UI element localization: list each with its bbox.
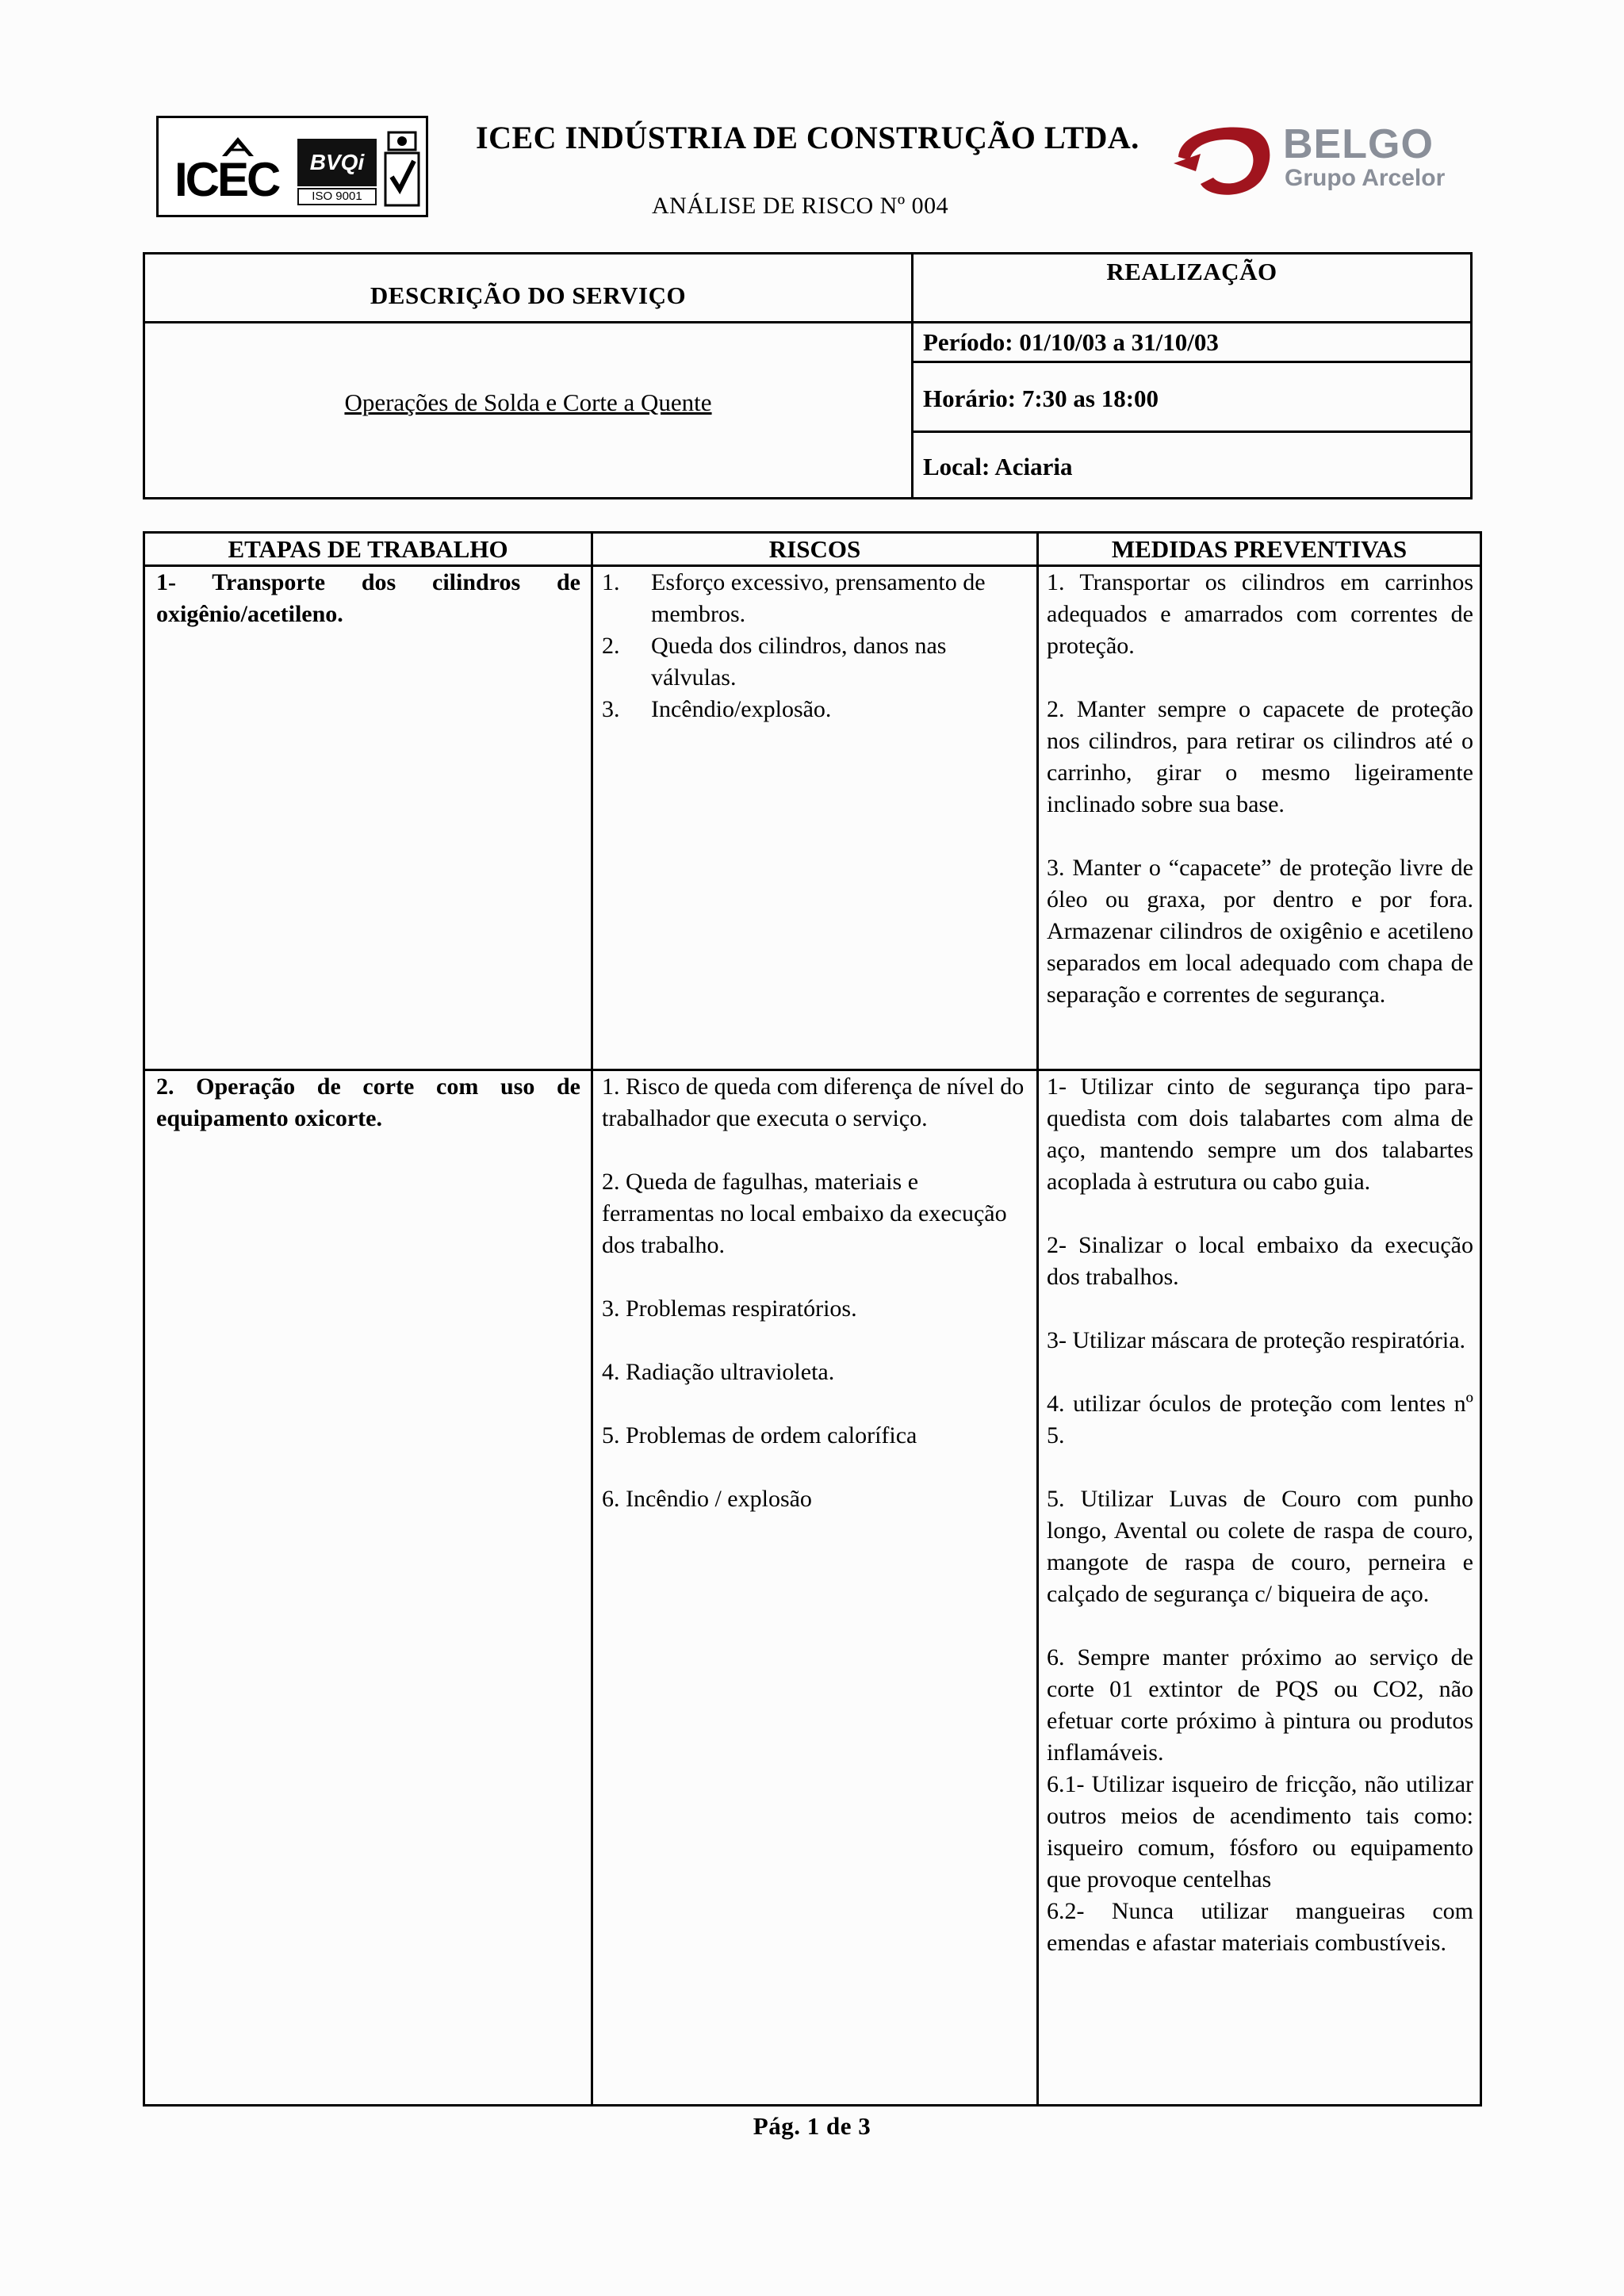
measure-item: 6.2- Nunca utilizar mangueiras com emendas e afastar materiais combustíveis. bbox=[1047, 1898, 1473, 1956]
paragraph-gap bbox=[602, 1325, 1026, 1357]
measure-item: 3- Utilizar máscara de proteção respiratória. bbox=[1047, 1327, 1466, 1353]
measure-item: 6. Sempre manter próximo ao serviço de corte 01 extintor de PQS ou CO2, não efetuar corte próximo à pintura ou produtos inflamáveis. bbox=[1047, 1644, 1473, 1766]
table-row-2-step: 2. Operação de corte com uso de equipamento oxicorte. bbox=[156, 1073, 580, 1131]
paragraph-gap bbox=[1047, 1610, 1473, 1642]
belgo-swoosh-icon bbox=[1172, 122, 1275, 198]
risk-item: 6. Incêndio / explosão bbox=[602, 1486, 812, 1512]
column-header-steps: ETAPAS DE TRABALHO bbox=[228, 535, 508, 563]
belgo-logo bbox=[1172, 117, 1457, 200]
service-description-header: DESCRIÇÃO DO SERVIÇO bbox=[370, 281, 687, 309]
certification-check-icon bbox=[382, 129, 422, 209]
measure-item: 3. Manter o “capacete” de proteção livre de óleo ou graxa, por dentro e por fora. Armazenar cilindros de oxigênio e acetileno separados em local adequado com chapa de separação e correntes de segurança. bbox=[1047, 855, 1473, 1008]
certification-logo-box bbox=[156, 116, 428, 217]
table-row-2-measures bbox=[1047, 1071, 1473, 1959]
risk-item: 4. Radiação ultravioleta. bbox=[602, 1359, 835, 1385]
document-subtitle: ANÁLISE DE RISCO Nº 004 bbox=[652, 193, 949, 219]
list-text: Esforço excessivo, prensamento de membros. bbox=[651, 569, 986, 627]
schedule-field: Horário: 7:30 as 18:00 bbox=[923, 385, 1159, 412]
measure-item: 6.1- Utilizar isqueiro de fricção, não utilizar outros meios de acendimento tais como: isqueiro comum, fósforo ou equipamento que provoque centelhas bbox=[1047, 1771, 1473, 1892]
paragraph-gap bbox=[1047, 1357, 1473, 1388]
list-item bbox=[602, 694, 1026, 725]
measure-item: 2. Manter sempre o capacete de proteção nos cilindros, para retirar os cilindros até o carrinho, girar o mesmo ligeiramente inclinado sobre sua base. bbox=[1047, 696, 1473, 817]
table-row-2-risks bbox=[602, 1071, 1026, 1515]
column-divider bbox=[591, 534, 593, 2104]
risk-item: 5. Problemas de ordem calorífica bbox=[602, 1422, 917, 1448]
risk-item: 1. Risco de queda com diferença de nível do trabalhador que executa o serviço. bbox=[602, 1073, 1025, 1131]
realization-header: REALIZAÇÃO bbox=[1106, 258, 1277, 285]
paragraph-gap bbox=[602, 1261, 1026, 1293]
paragraph-gap bbox=[1047, 1293, 1473, 1325]
table-row-1-step: 1- Transporte dos cilindros de oxigênio/acetileno. bbox=[156, 569, 580, 627]
table-row-1-measures bbox=[1047, 567, 1473, 1011]
list-item bbox=[602, 567, 1026, 630]
paragraph-gap bbox=[1047, 1452, 1473, 1483]
list-text: Queda dos cilindros, danos nas válvulas. bbox=[651, 633, 947, 691]
list-text: Incêndio/explosão. bbox=[651, 696, 832, 722]
column-header-risks: RISCOS bbox=[768, 535, 861, 563]
service-table-row-line bbox=[914, 361, 1470, 363]
measure-item: 4. utilizar óculos de proteção com lentes nº 5. bbox=[1047, 1391, 1473, 1448]
column-header-measures: MEDIDAS PREVENTIVAS bbox=[1111, 535, 1408, 563]
period-field: Período: 01/10/03 a 31/10/03 bbox=[923, 328, 1219, 356]
measure-item: 1. Transportar os cilindros em carrinhos adequados e amarrados com correntes de proteção. bbox=[1047, 569, 1473, 659]
risk-analysis-table bbox=[143, 531, 1482, 2107]
belgo-name: BELGO bbox=[1283, 121, 1434, 167]
list-item bbox=[602, 630, 1026, 694]
table-row-1-risks bbox=[602, 567, 1026, 725]
paragraph-gap bbox=[1047, 1198, 1473, 1230]
service-info-table bbox=[143, 252, 1473, 499]
paragraph-gap bbox=[1047, 662, 1473, 694]
icec-logo bbox=[174, 134, 293, 205]
iso-label: ISO 9001 bbox=[297, 188, 377, 205]
service-name: Operações de Solda e Corte a Quente bbox=[344, 388, 712, 416]
bvqi-logo-text: BVQi bbox=[297, 139, 377, 186]
service-table-header-line bbox=[145, 321, 1470, 323]
belgo-group: Grupo Arcelor bbox=[1285, 165, 1446, 191]
paragraph-gap bbox=[602, 1388, 1026, 1420]
icec-logo-text: ICEC bbox=[174, 153, 279, 206]
company-title: ICEC INDÚSTRIA DE CONSTRUÇÃO LTDA. bbox=[476, 120, 1139, 155]
bvqi-logo bbox=[297, 139, 377, 207]
paragraph-gap bbox=[602, 1135, 1026, 1166]
list-number: 1. bbox=[602, 569, 620, 595]
location-field: Local: Aciaria bbox=[923, 453, 1073, 480]
list-number: 3. bbox=[602, 696, 620, 722]
paragraph-gap bbox=[1047, 821, 1473, 852]
service-table-row-line bbox=[914, 430, 1470, 433]
page-number: Pág. 1 de 3 bbox=[753, 2112, 871, 2140]
measure-item: 5. Utilizar Luvas de Couro com punho longo, Avental ou colete de raspa de couro, mangote de raspa de couro, perneira e calçado de segurança c/ biqueira de aço. bbox=[1047, 1486, 1473, 1607]
column-divider bbox=[1036, 534, 1039, 2104]
measure-item: 1- Utilizar cinto de segurança tipo para-quedista com dois talabartes com alma de aço, mantendo sempre um dos talabartes acoplada à estrutura ou cabo guia. bbox=[1047, 1073, 1473, 1195]
risk-item: 2. Queda de fagulhas, materiais e ferramentas no local embaixo da execução dos trabalho. bbox=[602, 1169, 1007, 1258]
paragraph-gap bbox=[602, 1452, 1026, 1483]
measure-item: 2- Sinalizar o local embaixo da execução dos trabalhos. bbox=[1047, 1232, 1473, 1290]
risk-item: 3. Problemas respiratórios. bbox=[602, 1295, 857, 1322]
list-number: 2. bbox=[602, 633, 620, 659]
